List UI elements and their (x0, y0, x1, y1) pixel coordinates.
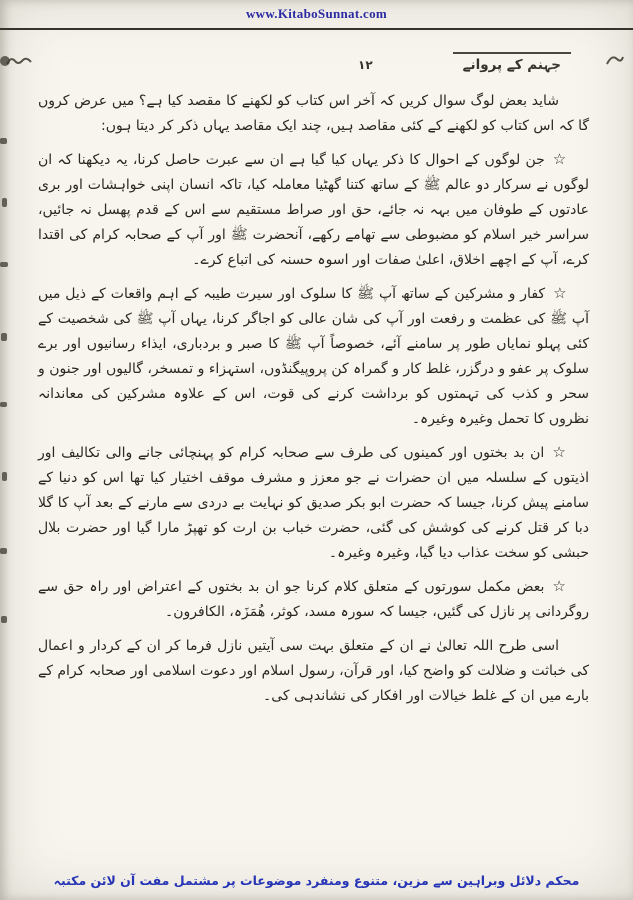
page-number: ۱۲ (358, 58, 373, 72)
star-bullet: ☆ (552, 577, 567, 595)
page-body (38, 88, 589, 842)
scan-artifact (1, 333, 7, 341)
scan-artifact (0, 138, 7, 144)
paragraph-text: بعض مکمل سورتوں کے متعلق کلام کرنا جو ان بد بختوں کے اعتراض اور راہ حق سے روگردانی پر نازل کی گئیں، جیسا کہ سورہ مسد، کوثر، ھُمَزَہ، الکافرون۔ (38, 579, 589, 620)
paragraph (38, 88, 589, 139)
paragraph (38, 147, 589, 273)
page-footer: محکم دلائل وبراہین سے مزین، متنوع ومنفرد موضوعات پر مشتمل مفت آن لائن مکتبہ (53, 873, 580, 888)
scan-artifact (0, 548, 7, 554)
scan-artifact (0, 402, 7, 407)
scan-artifact (1, 616, 7, 623)
running-title: جہنم کے پروانے (453, 52, 571, 74)
scan-artifact (0, 262, 8, 267)
paragraph-text: شاید بعض لوگ سوال کریں کہ آخر اس کتاب کو لکھنے کا مقصد کیا ہے؟ میں عرض کروں گا کہ اس کتاب کو لکھنے کے کئی مقاصد ہیں، چند ایک مقاصد یہاں ذکر کر دیتا ہوں: (38, 93, 589, 134)
star-bullet: ☆ (552, 443, 567, 461)
paragraph (38, 440, 589, 566)
star-bullet (559, 91, 567, 109)
scan-artifact (0, 56, 10, 66)
star-bullet: ☆ (552, 150, 567, 168)
page-header (0, 46, 633, 80)
paragraph (38, 633, 589, 709)
paragraph-text: ان بد بختوں اور کمینوں کی طرف سے صحابہ کرام کو پہنچائی جانے والی تکالیف اور اذیتوں کے سلسلہ میں ان حضرات نے جو معزز و مشرف موقف اختیار کیا تھا اس کو دنیا کے سامنے پیش کرنا، جیسا کہ حضرت ابو بکر صدیق کو نہایت بے دردی سے مارنے کے بعد آپ کا گلا دبا کر قتل کرنے کی کوشش کی گئی، حضرت خباب بن ارت کو تھپڑ مارا گیا اور حضرت بلال حبشی کو سخت عذاب دیا گیا، وغیرہ وغیرہ۔ (38, 445, 589, 561)
paragraph (38, 281, 589, 432)
scan-artifact (2, 198, 7, 207)
paragraph-text: جن لوگوں کے احوال کا ذکر یہاں کیا گیا ہے ان سے عبرت حاصل کرنا، یہ دیکھنا کہ ان لوگوں نے سرکار دو عالم ﷺ کے ساتھ کتنا گھٹیا معاملہ کیا، تاکہ انسان اپنی خواہشات اور بری عادتوں کے طوفان میں بہہ نہ جائے، حق اور صراط مستقیم سے اس کے قدم پھسل نہ جائیں، سراسر خیر اسلام کو مضبوطی سے تھامے رکھے، آنحضرت ﷺ اور آپ کے صحابہ کرام کی اقتدا کرے، آپ کے اچھے اخلاق، اعلیٰ صفات اور اسوہ حسنہ کی اتباع کرے۔ (38, 152, 589, 268)
paragraph-text: کفار و مشرکین کے ساتھ آپ ﷺ کا سلوک اور سیرت طیبہ کے اہم واقعات کے ذیل میں آپ ﷺ کی عظمت و رفعت اور آپ کی شان عالی کو اجاگر کرنا، یہاں آپ ﷺ کی شخصیت کے کئی پہلو نمایاں طور پر سامنے آئے، خصوصاً آپ ﷺ کا صبر و بردباری، ایذاء رسانیوں اور برے سلوک پر عفو و درگزر، غلط کار و گمراہ کن پروپیگنڈوں، استہزاء و تمسخر، گالیوں اور جنون و سحر و کذب کی تہمتوں کو برداشت کرنے کی قوت، اس کے علاوہ مشرکین کی معاندانہ نظروں کا تحمل وغیرہ وغیرہ۔ (38, 286, 589, 427)
paragraph (38, 574, 589, 625)
scan-artifact (2, 472, 7, 481)
star-bullet: ☆ (553, 284, 568, 302)
header-flourish-left-icon (6, 54, 32, 74)
header-flourish-right-icon (605, 52, 625, 74)
paragraph-text: اسی طرح اللہ تعالیٰ نے ان کے متعلق بہت سی آیتیں نازل فرما کر ان کے کردار و اعمال کی خباثت و ضلالت کو واضح کیا، اور قرآن، رسول اسلام اور دعوت اسلامی اور صحابہ کرام کے بارے میں ان کے غلط خیالات اور افکار کی نشاندہی کی۔ (38, 638, 589, 704)
top-divider (0, 28, 633, 30)
star-bullet (559, 636, 567, 654)
website-watermark: www.KitaboSunnat.com (245, 6, 388, 21)
